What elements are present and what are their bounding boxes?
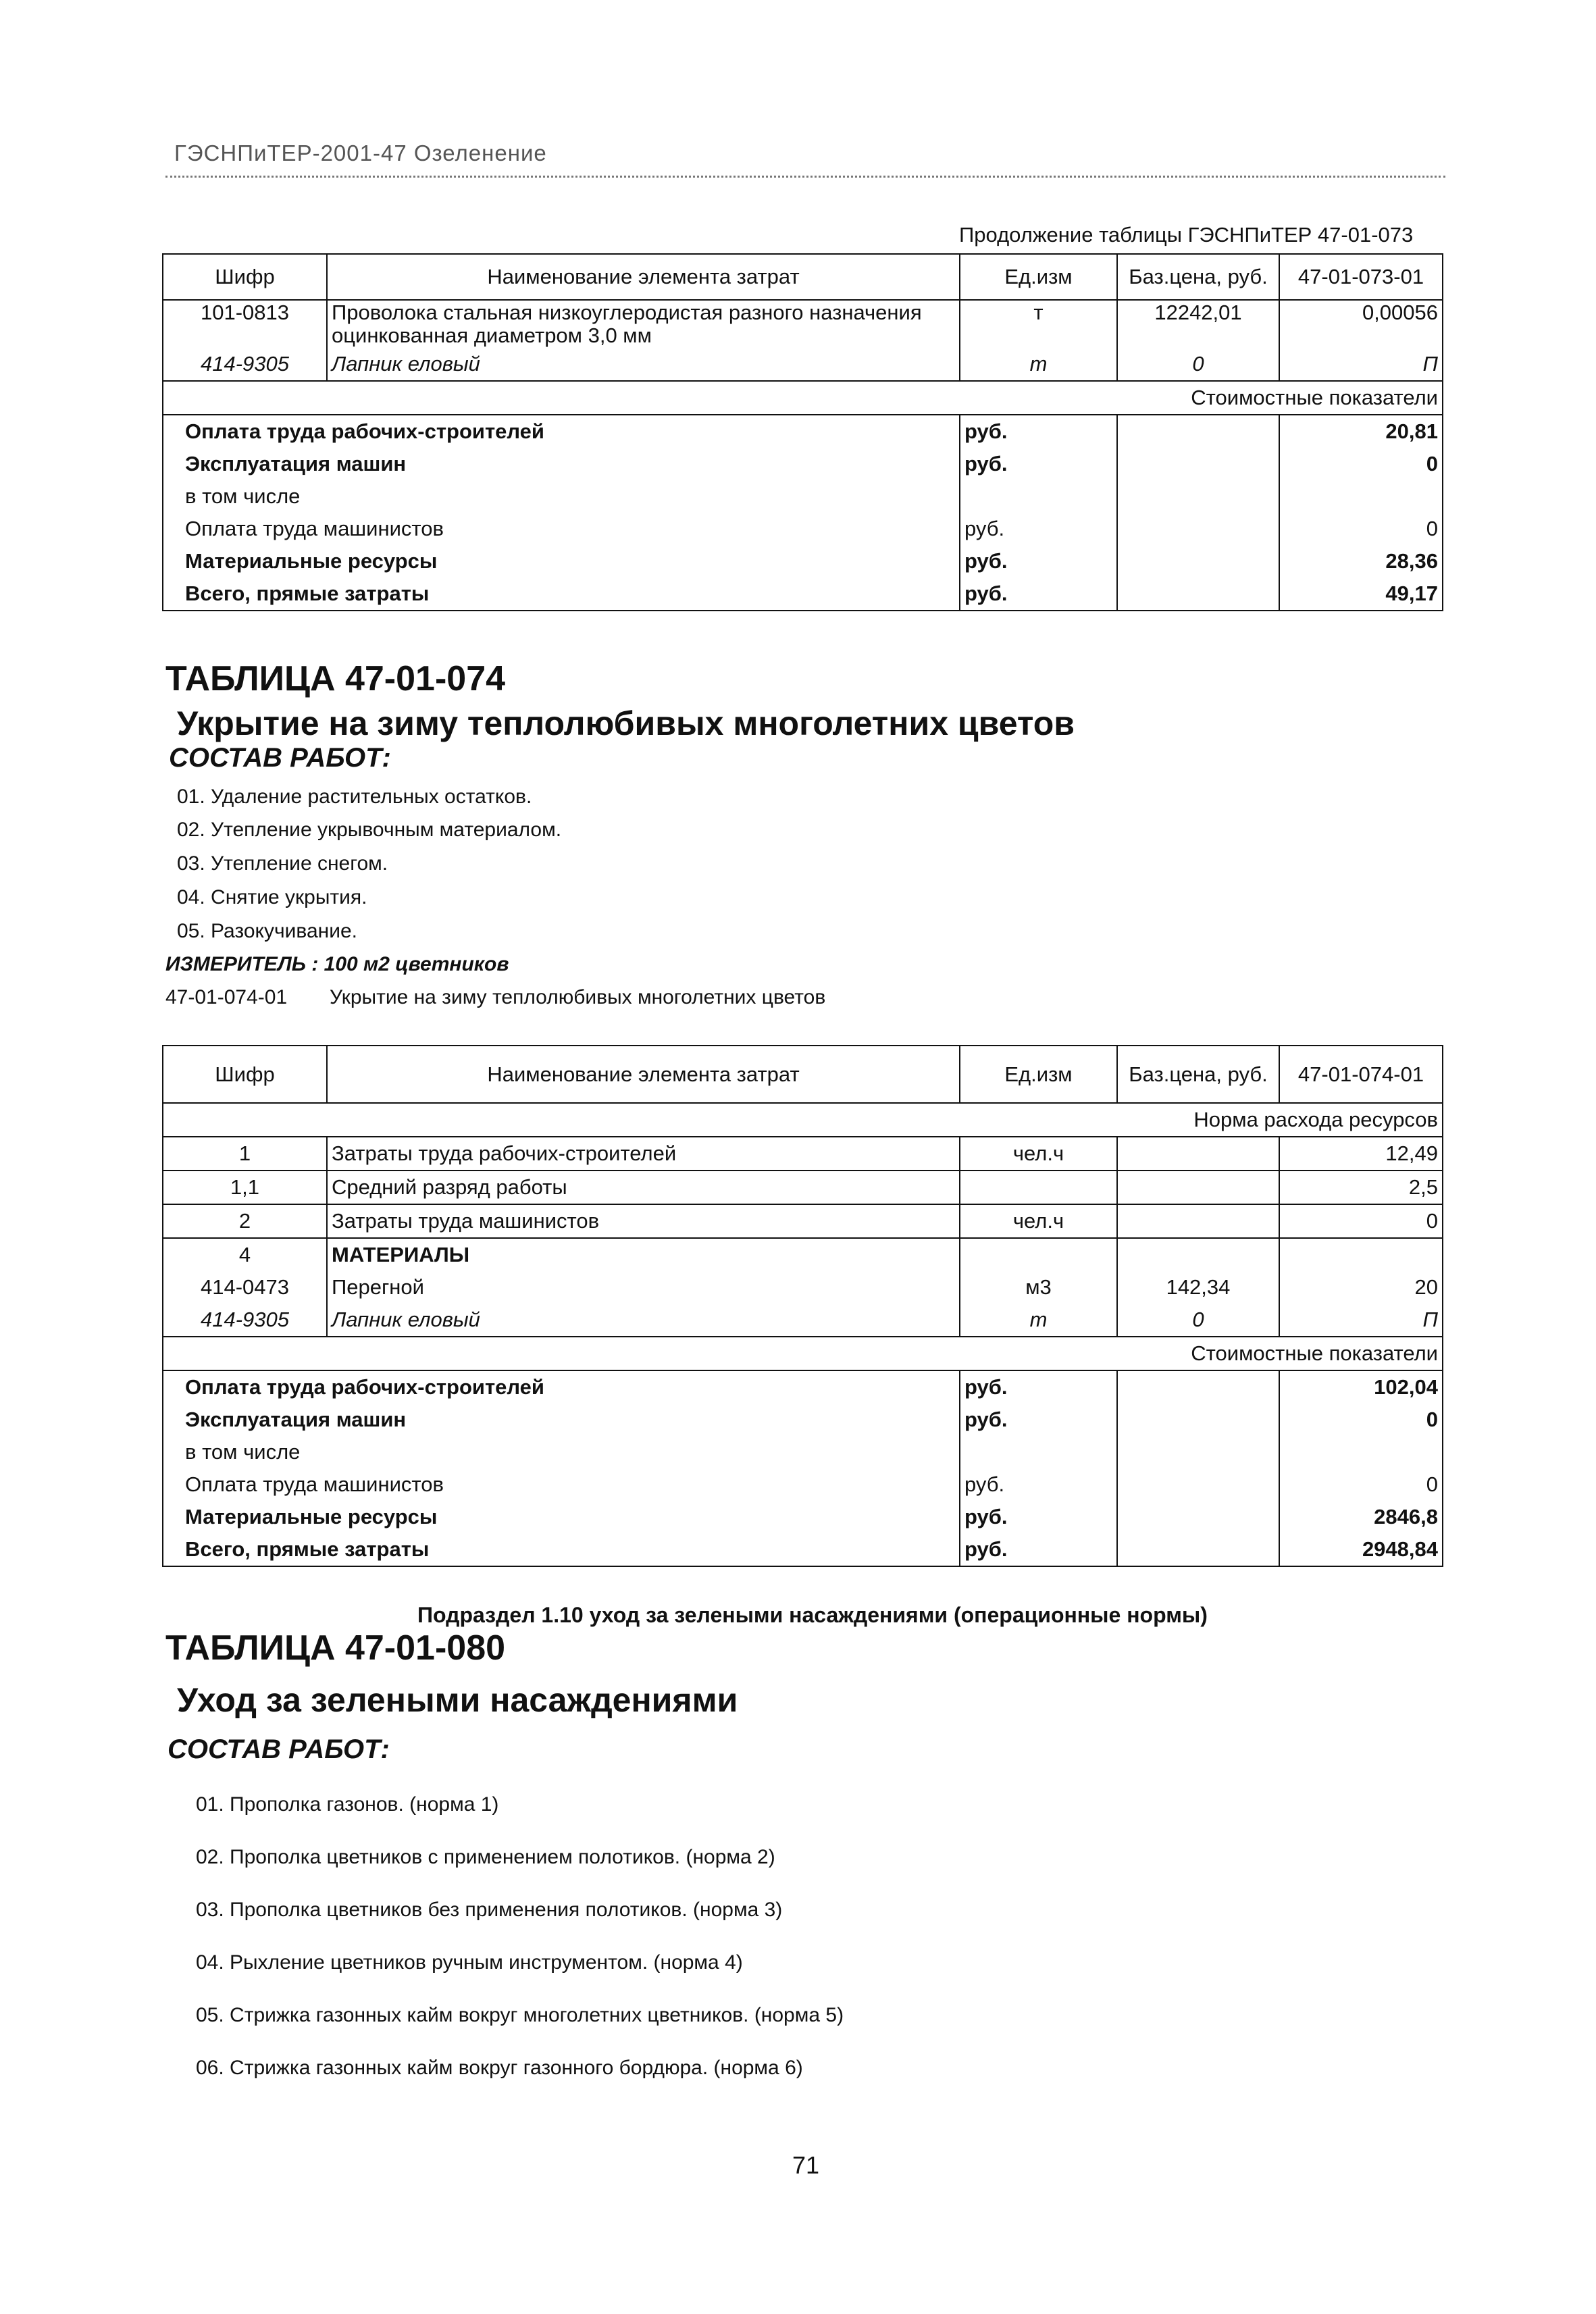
work-item: 02. Утепление укрывочным материалом. — [177, 819, 562, 841]
row-value: П — [1279, 348, 1443, 381]
col-header-unit: Ед.изм — [960, 254, 1117, 300]
cost-value: 2846,8 — [1279, 1501, 1443, 1533]
row-value: 20 — [1279, 1271, 1443, 1304]
table-row — [163, 1304, 1443, 1337]
norm-name: Укрытие на зиму теплолюбивых многолетних цветов — [330, 986, 826, 1008]
cost-value: 28,36 — [1279, 545, 1443, 577]
table-continuation-note: Продолжение таблицы ГЭСНПиТЕР 47-01-073 — [959, 223, 1414, 247]
row-value: 12,49 — [1279, 1137, 1443, 1171]
cost-row — [163, 1533, 1443, 1566]
row-unit: чел.ч — [960, 1204, 1117, 1238]
cost-value: 0 — [1279, 1404, 1443, 1436]
cost-label: в том числе — [163, 480, 960, 513]
cost-unit: руб. — [960, 1501, 1117, 1533]
cost-label: Эксплуатация машин — [163, 448, 960, 480]
col-header-name: Наименование элемента затрат — [327, 1046, 960, 1103]
cost-unit: руб. — [960, 1533, 1117, 1566]
cost-label: в том числе — [163, 1436, 960, 1468]
cost-value: 0 — [1279, 513, 1443, 545]
cost-row — [163, 415, 1443, 448]
col-header-name: Наименование элемента затрат — [327, 254, 960, 300]
table-title: ТАБЛИЦА 47-01-080 — [165, 1628, 506, 1668]
table-row — [163, 348, 1443, 381]
measure-unit: ИЗМЕРИТЕЛЬ : 100 м2 цветников — [165, 953, 509, 975]
cost-row — [163, 1501, 1443, 1533]
cost-row — [163, 577, 1443, 611]
table-row — [163, 1137, 1443, 1171]
running-header: ГЭСНПиТЕР-2001-47 Озеленение — [174, 140, 547, 165]
col-header-code: Шифр — [163, 1046, 327, 1103]
cost-unit: руб. — [960, 1404, 1117, 1436]
row-code: 414-9305 — [163, 1304, 327, 1337]
section-label: Стоимостные показатели — [163, 1337, 1443, 1370]
section-label: Стоимостные показатели — [163, 381, 1443, 415]
works-heading: СОСТАВ РАБОТ: — [168, 1734, 390, 1764]
cost-value: 0 — [1279, 1468, 1443, 1501]
row-name: Проволока стальная низкоуглеродистая разного назначения оцинкованная диаметром 3,0 мм — [327, 300, 960, 348]
row-name: Перегной — [327, 1271, 960, 1304]
row-value: 0 — [1279, 1204, 1443, 1238]
cost-unit: руб. — [960, 545, 1117, 577]
work-item: 04. Рыхление цветников ручным инструментом. (норма 4) — [196, 1951, 743, 1974]
table-row — [163, 1204, 1443, 1238]
row-price — [1117, 1137, 1279, 1171]
cost-row — [163, 480, 1443, 513]
row-code: 414-9305 — [163, 348, 327, 381]
subsection-title: Подраздел 1.10 уход за зелеными насаждениями (операционные нормы) — [417, 1603, 1208, 1627]
row-code: 1 — [163, 1137, 327, 1171]
header-rule — [165, 176, 1445, 178]
cost-unit: руб. — [960, 448, 1117, 480]
row-code: 1,1 — [163, 1171, 327, 1204]
cost-label: Оплата труда машинистов — [163, 1468, 960, 1501]
row-unit: чел.ч — [960, 1137, 1117, 1171]
work-item: 05. Стрижка газонных кайм вокруг многолетних цветников. (норма 5) — [196, 2004, 844, 2026]
row-name: Затраты труда машинистов — [327, 1204, 960, 1238]
cost-row — [163, 1370, 1443, 1404]
norm-code: 47-01-074-01 — [165, 986, 288, 1008]
works-heading: СОСТАВ РАБОТ: — [169, 743, 391, 773]
row-code: 2 — [163, 1204, 327, 1238]
row-price: 142,34 — [1117, 1271, 1279, 1304]
row-name: Затраты труда рабочих-строителей — [327, 1137, 960, 1171]
section-label: Норма расхода ресурсов — [163, 1103, 1443, 1137]
cost-row — [163, 545, 1443, 577]
table-row — [163, 1171, 1443, 1204]
work-item: 03. Прополка цветников без применения полотиков. (норма 3) — [196, 1899, 783, 1921]
col-header-code: Шифр — [163, 254, 327, 300]
row-price: 0 — [1117, 1304, 1279, 1337]
row-price: 12242,01 — [1117, 300, 1279, 348]
cost-label: Всего, прямые затраты — [163, 1533, 960, 1566]
cost-label: Оплата труда рабочих-строителей — [163, 415, 960, 448]
cost-value: 49,17 — [1279, 577, 1443, 611]
row-value: П — [1279, 1304, 1443, 1337]
row-name: Лапник еловый — [327, 348, 960, 381]
cost-label: Материальные ресурсы — [163, 1501, 960, 1533]
row-code: 414-0473 — [163, 1271, 327, 1304]
row-unit: т — [960, 1304, 1117, 1337]
table-47-01-074 — [162, 1045, 1443, 1567]
cost-value: 2948,84 — [1279, 1533, 1443, 1566]
cost-row — [163, 1468, 1443, 1501]
table-row — [163, 1238, 1443, 1271]
col-header-price: Баз.цена, руб. — [1117, 1046, 1279, 1103]
work-item: 06. Стрижка газонных кайм вокруг газонного бордюра. (норма 6) — [196, 2057, 803, 2079]
page-number: 71 — [792, 2151, 820, 2179]
table-47-01-073 — [162, 253, 1443, 611]
table-title: ТАБЛИЦА 47-01-074 — [165, 659, 506, 698]
work-item: 01. Прополка газонов. (норма 1) — [196, 1793, 499, 1816]
row-value: 2,5 — [1279, 1171, 1443, 1204]
cost-unit: руб. — [960, 1370, 1117, 1404]
row-price — [1117, 1204, 1279, 1238]
row-code: 101-0813 — [163, 300, 327, 348]
table-row — [163, 300, 1443, 348]
row-price: 0 — [1117, 348, 1279, 381]
row-code: 4 — [163, 1238, 327, 1271]
row-price — [1117, 1171, 1279, 1204]
cost-unit: руб. — [960, 513, 1117, 545]
cost-row — [163, 513, 1443, 545]
row-name: Лапник еловый — [327, 1304, 960, 1337]
row-unit: т — [960, 348, 1117, 381]
work-item: 01. Удаление растительных остатков. — [177, 786, 532, 808]
cost-value: 0 — [1279, 448, 1443, 480]
cost-label: Оплата труда рабочих-строителей — [163, 1370, 960, 1404]
cost-row — [163, 1436, 1443, 1468]
cost-unit: руб. — [960, 1468, 1117, 1501]
cost-row — [163, 448, 1443, 480]
row-name: МАТЕРИАЛЫ — [327, 1238, 960, 1271]
cost-label: Всего, прямые затраты — [163, 577, 960, 611]
section-title: Уход за зелеными насаждениями — [177, 1681, 738, 1719]
cost-unit: руб. — [960, 577, 1117, 611]
col-header-price: Баз.цена, руб. — [1117, 254, 1279, 300]
col-header-norm: 47-01-074-01 — [1279, 1046, 1443, 1103]
col-header-norm: 47-01-073-01 — [1279, 254, 1443, 300]
row-name: Средний разряд работы — [327, 1171, 960, 1204]
work-item: 04. Снятие укрытия. — [177, 886, 367, 908]
work-item: 03. Утепление снегом. — [177, 852, 388, 875]
row-unit: т — [960, 300, 1117, 348]
cost-label: Эксплуатация машин — [163, 1404, 960, 1436]
work-item: 02. Прополка цветников с применением полотиков. (норма 2) — [196, 1846, 775, 1868]
cost-row — [163, 1404, 1443, 1436]
cost-value: 20,81 — [1279, 415, 1443, 448]
work-item: 05. Разокучивание. — [177, 920, 357, 942]
cost-label: Оплата труда машинистов — [163, 513, 960, 545]
cost-value: 102,04 — [1279, 1370, 1443, 1404]
section-title: Укрытие на зиму теплолюбивых многолетних цветов — [177, 704, 1075, 742]
cost-label: Материальные ресурсы — [163, 545, 960, 577]
row-unit — [960, 1171, 1117, 1204]
row-value: 0,00056 — [1279, 300, 1443, 348]
row-unit: м3 — [960, 1271, 1117, 1304]
cost-unit: руб. — [960, 415, 1117, 448]
table-row — [163, 1271, 1443, 1304]
col-header-unit: Ед.изм — [960, 1046, 1117, 1103]
